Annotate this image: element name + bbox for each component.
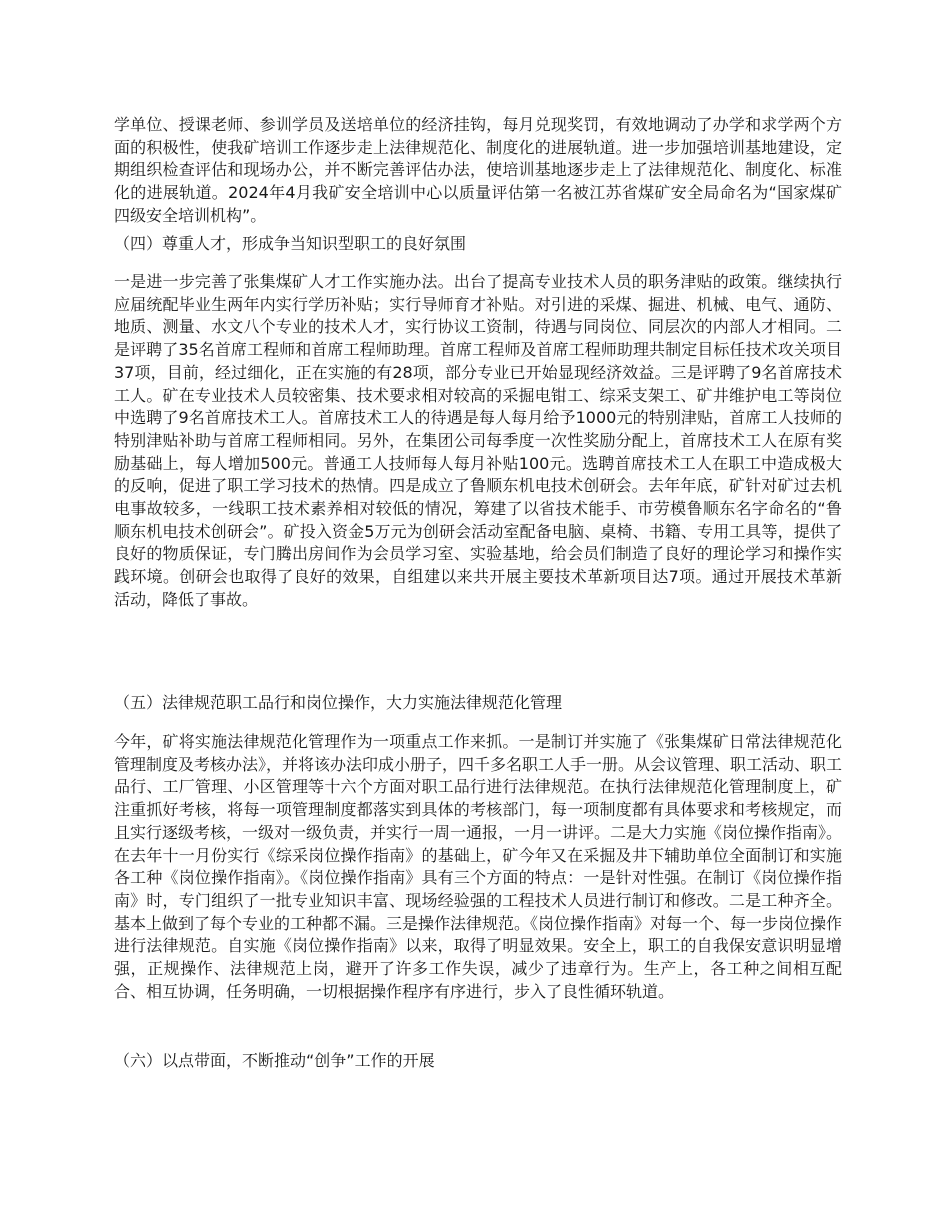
body-paragraph-legal-management: 今年，矿将实施法律规范化管理作为一项重点工作来抓。一是制订并实施了《张集煤矿日常法律规范化管理制度及考核办法》，并将该办法印成小册子，四千多名职工人手一册。从会议管理、职工活动、职工品行、工厂管理、小区管理等十六个方面对职工品行进行法律规范。在执行法律规范化管理制度上，矿注重抓好考核，将每一项管理制度都落实到具体的考核部门，每一项制度都有具体要求和考核规定，而且实行逐级考核，一级对一级负责，并实行一周一通报，一月一讲评。二是大力实施《岗位操作指南》。在去年十一月份实行《综采岗位操作指南》的基础上，矿今年又在采掘及井下辅助单位全面制订和实施各工种《岗位操作指南》。《岗位操作指南》具有三个方面的特点：一是针对性强。在制订《岗位操作指南》时，专门组织了一批专业知识丰富、现场经验强的工程技术人员进行制订和修改。二是工种齐全。基本上做到了每个专业的工种都不漏。三是操作法律规范。《岗位操作指南》对每一个、每一步岗位操作进行法律规范。自实施《岗位操作指南》以来，取得了明显效果。安全上，职工的自我保安意识明显增强，正规操作、法律规范上岗，避开了许多工作失误，减少了违章行为。生产上，各工种之间相互配合、相互协调，任务明确，一切根据操作程序有序进行，步入了良性循环轨道。: [114, 732, 843, 1001]
body-paragraph-training-base: 学单位、授课老师、参训学员及送培单位的经济挂钩，每月兑现奖罚，有效地调动了办学和求学两个方面的积极性，使我矿培训工作逐步走上法律规范化、制度化的进展轨道。进一步加强培训基地建设，定期组织检查评估和现场办公，并不断完善评估办法，使培训基地逐步走上了法律规范化、制度化、标准化的进展轨道。2024年4月我矿安全培训中心以质量评估第一名被江苏省煤矿安全局命名为“国家煤矿四级安全培训机构”。: [114, 115, 842, 225]
section-heading-4: （四）尊重人才，形成争当知识型职工的良好氛围: [114, 234, 467, 253]
body-paragraph-talent: 一是进一步完善了张集煤矿人才工作实施办法。出台了提高专业技术人员的职务津贴的政策。继续执行应届统配毕业生两年内实行学历补贴；实行导师育才补贴。对引进的采煤、掘进、机械、电气、通防、地质、测量、水文八个专业的技术人才，实行协议工资制，待遇与同岗位、同层次的内部人才相同。二是评聘了35名首席工程师和首席工程师助理。首席工程师及首席工程师助理共制定目标任技术攻关项目37项，目前，经过细化，正在实施的有28项，部分专业已开始显现经济效益。三是评聘了9名首席技术工人。矿在专业技术人员较密集、技术要求相对较高的采掘电钳工、综采支架工、矿井维护电工等岗位中选聘了9名首席技术工人。首席技术工人的待遇是每人每月给予1000元的特别津贴，首席工人技师的特别津贴补助与首席工程师相同。另外，在集团公司每季度一次性奖励分配上，首席技术工人在原有奖励基础上，每人增加500元。普通工人技师每人每月补贴100元。选聘首席技术工人在职工中造成极大的反响，促进了职工学习技术的热情。四是成立了鲁顺东机电技术创研会。去年年底，矿针对矿过去机电事故较多，一线职工技术素养相对较低的情况，筹建了以省技术能手、市劳模鲁顺东名字命名的“鲁顺东机电技术创研会”。矿投入资金5万元为创研会活动室配备电脑、桌椅、书籍、专用工具等，提供了良好的物质保证，专门腾出房间作为会员学习室、实验基地，给会员们制造了良好的理论学习和操作实践环境。创研会也取得了良好的效果，自组建以来共开展主要技术革新项目达7项。通过开展技术革新活动，降低了事故。: [114, 272, 842, 609]
section-heading-5: （五）法律规范职工品行和岗位操作，大力实施法律规范化管理: [114, 693, 563, 712]
section-heading-6: （六）以点带面，不断推动“创争”工作的开展: [114, 1051, 435, 1070]
